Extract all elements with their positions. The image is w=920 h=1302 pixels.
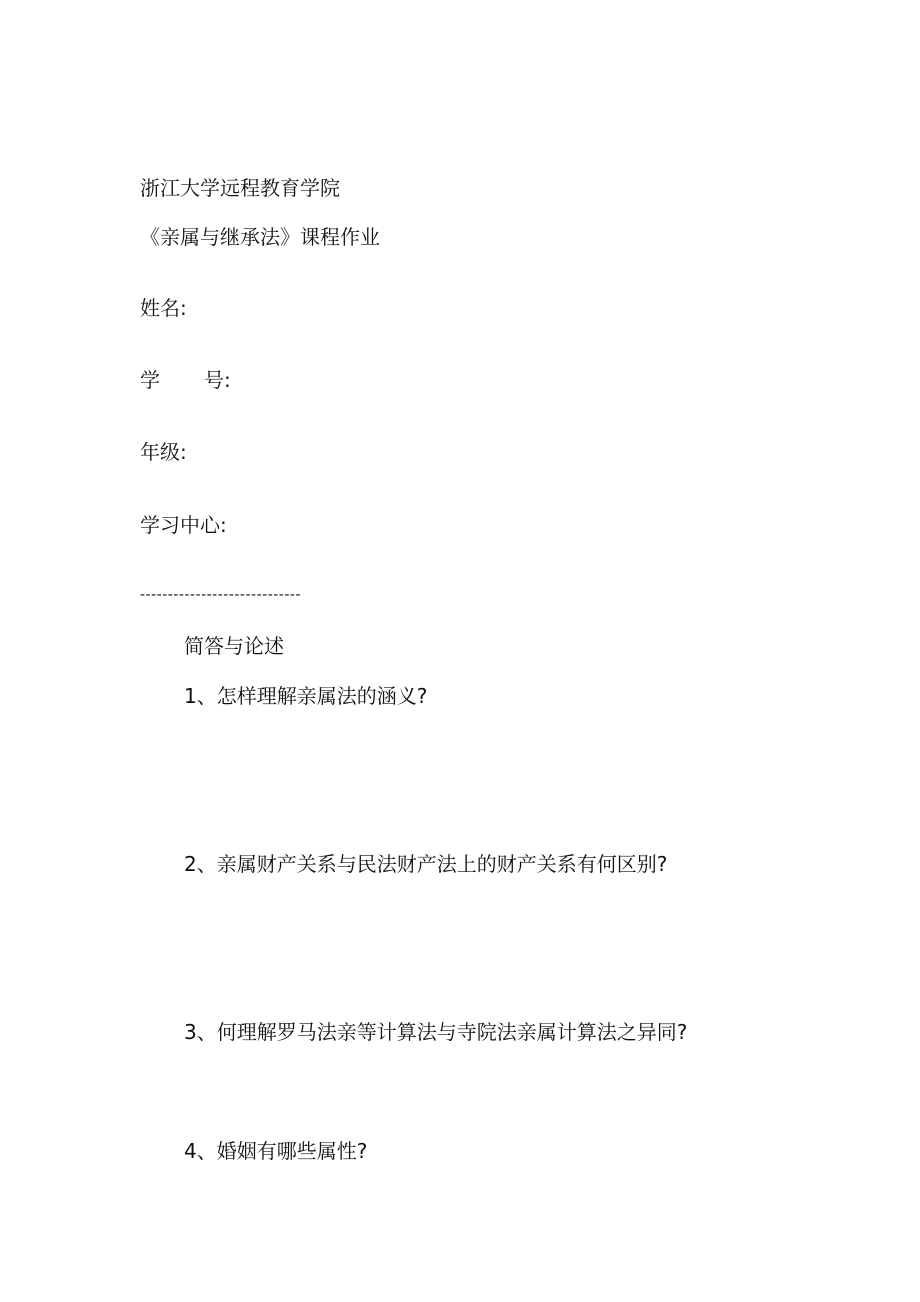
student-id-field-label [140,370,231,390]
question-3: 3、何理解罗马法亲等计算法与寺院法亲属计算法之异同? [184,1020,688,1044]
study-center-field-label: 学习中心: [140,513,227,537]
student-id-label-part2: 号: [204,368,231,392]
section-title: 简答与论述 [184,634,284,658]
student-id-label-part1: 学 [140,368,160,392]
section-divider: ----------------------------- [140,587,302,603]
course-title: 《亲属与继承法》课程作业 [140,225,380,249]
name-field-label: 姓名: [140,296,187,320]
question-2: 2、亲属财产关系与民法财产法上的财产关系有何区别? [184,852,668,876]
question-4: 4、婚姻有哪些属性? [184,1139,368,1163]
institution-title: 浙江大学远程教育学院 [140,176,340,200]
grade-field-label: 年级: [140,440,187,464]
question-1: 1、怎样理解亲属法的涵义? [184,684,428,708]
